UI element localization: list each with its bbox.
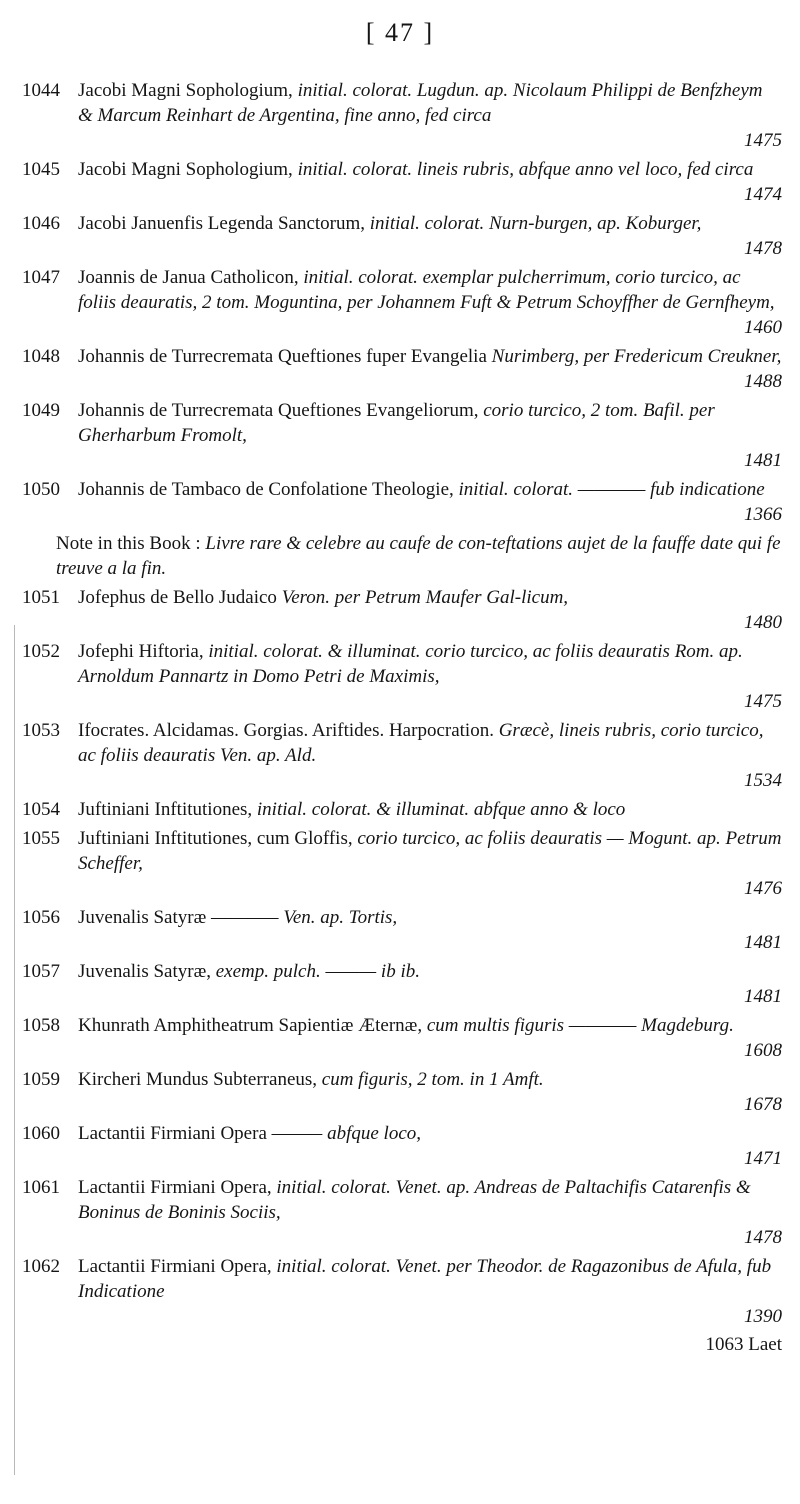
page-number: [ 47 ] [365, 18, 435, 47]
catalog-entry [22, 265, 782, 340]
entry-number: 1059 [22, 1069, 60, 1090]
entry-number: 1044 [22, 80, 60, 101]
entry-year: 1475 [744, 130, 782, 151]
entry-year: 1481 [744, 450, 782, 471]
entry-title: Juftiniani Inftitutiones, cum Gloffis, [78, 828, 353, 849]
entry-year: 1460 [744, 317, 782, 338]
catalog-entry [22, 1121, 782, 1171]
entry-description: ———— Ven. ap. Tortis, [211, 907, 398, 928]
entry-year: 1481 [744, 986, 782, 1007]
entry-description: Veron. per Petrum Maufer Gal-licum, [281, 587, 569, 608]
catalog-entry [22, 1254, 782, 1329]
entry-year: 1478 [744, 1227, 782, 1248]
entry-year: 1471 [744, 1148, 782, 1169]
entry-description: initial. colorat. lineis rubris, abfque anno vel loco, fed circa [297, 159, 754, 180]
entry-number: 1058 [22, 1015, 60, 1036]
entry-description: cum figuris, 2 tom. in 1 Amft. [321, 1069, 544, 1090]
entry-number: 1047 [22, 267, 60, 288]
entry-year: 1678 [744, 1094, 782, 1115]
catalog-entry [22, 1067, 782, 1117]
entry-number: 1057 [22, 961, 60, 982]
entry-title: Johannis de Turrecremata Queftiones Evangeliorum, [78, 400, 479, 421]
entry-number: 1062 [22, 1256, 60, 1277]
entry-description: initial. colorat. Nurn-burgen, ap. Koburger, [369, 213, 702, 234]
entry-year: 1534 [744, 770, 782, 791]
entry-title: Lactantii Firmiani Opera, [78, 1256, 272, 1277]
entry-title: Johannis de Turrecremata Queftiones fuper Evangelia [78, 346, 487, 367]
catalog-entry [22, 905, 782, 955]
entry-number: 1055 [22, 828, 60, 849]
catalog-entry [22, 826, 782, 901]
entry-title: Lactantii Firmiani Opera [78, 1123, 267, 1144]
entry-description: initial. colorat. Venet. ap. Andreas de Paltachifis Catarenfis & Boninus de Boninis Sociis, [78, 1177, 751, 1223]
entry-number: 1045 [22, 159, 60, 180]
note-label: Note in this Book : [56, 533, 201, 554]
entry-number: 1061 [22, 1177, 60, 1198]
entry-title: Ifocrates. Alcidamas. Gorgias. Ariftides. Harpocration. [78, 720, 494, 741]
catalog-list [22, 78, 782, 1357]
margin-rule [14, 625, 15, 1475]
entry-year: 1478 [744, 238, 782, 259]
entry-description: Græcè, lineis rubris, corio turcico, ac foliis deauratis Ven. ap. Ald. [78, 720, 764, 766]
entry-description: initial. colorat. exemplar pulcherrimum, corio turcico, ac foliis deauratis, 2 tom. Moguntina, per Johannem Fuft & Petrum Schoyffher de Gernfheym, [78, 267, 775, 313]
catalog-entry [22, 718, 782, 793]
catalog-entry [22, 959, 782, 1009]
entry-title: Kircheri Mundus Subterraneus, [78, 1069, 318, 1090]
entry-year: 1488 [744, 371, 782, 392]
entry-title: Jacobi Magni Sophologium, [78, 159, 293, 180]
entry-description: Nurimberg, per Fredericum Creukner, [491, 346, 782, 367]
entry-description: initial. colorat. ———— fub indicatione [458, 479, 765, 500]
entry-description: corio turcico, 2 tom. Bafil. per Gherharbum Fromolt, [78, 400, 715, 446]
catalog-entry [22, 1013, 782, 1063]
catalog-entry [22, 797, 782, 822]
entry-year: 1481 [744, 932, 782, 953]
catalog-entry [22, 477, 782, 527]
entry-title: Jofephus de Bello Judaico [78, 587, 277, 608]
entry-title: Jacobi Januenfis Legenda Sanctorum, [78, 213, 366, 234]
entry-year: 1608 [744, 1040, 782, 1061]
entry-title: Lactantii Firmiani Opera, [78, 1177, 272, 1198]
entry-description: initial. colorat. & illuminat. abfque anno & loco [256, 799, 626, 820]
entry-description: initial. colorat. & illuminat. corio turcico, ac foliis deauratis Rom. ap. Arnoldum Pannartz in Domo Petri de Maximis, [78, 641, 743, 687]
catalog-entry [22, 639, 782, 714]
entry-title: Juftiniani Inftitutiones, [78, 799, 253, 820]
entry-title: Khunrath Amphitheatrum Sapientiæ Æternæ, [78, 1015, 423, 1036]
entry-number: 1054 [22, 799, 60, 820]
entry-title: Jofephi Hiftoria, [78, 641, 204, 662]
entry-description: corio turcico, ac foliis deauratis — Mogunt. ap. Petrum Scheffer, [78, 828, 782, 874]
entry-number: 1050 [22, 479, 60, 500]
entry-year: 1475 [744, 691, 782, 712]
entry-number: 1051 [22, 587, 60, 608]
entry-number: 1048 [22, 346, 60, 367]
entry-year: 1366 [744, 504, 782, 525]
catchword: 1063 Laet [705, 1334, 782, 1355]
entry-number: 1056 [22, 907, 60, 928]
entry-year: 1474 [744, 184, 782, 205]
catalog-entry [22, 157, 782, 207]
catalog-entry [22, 1175, 782, 1250]
catalog-entry [22, 78, 782, 153]
entry-title: Juvenalis Satyræ, [78, 961, 211, 982]
entry-title: Jacobi Magni Sophologium, [78, 80, 293, 101]
catalog-entry [22, 344, 782, 394]
entry-year: 1476 [744, 878, 782, 899]
catalog-entry [22, 585, 782, 635]
entry-title: Joannis de Janua Catholicon, [78, 267, 299, 288]
entry-number: 1049 [22, 400, 60, 421]
entry-number: 1046 [22, 213, 60, 234]
entry-title: Juvenalis Satyræ [78, 907, 207, 928]
entry-title: Johannis de Tambaco de Confolatione Theologie, [78, 479, 454, 500]
entry-description: initial. colorat. Venet. per Theodor. de Ragazonibus de Afula, fub Indicatione [78, 1256, 772, 1302]
entry-number: 1053 [22, 720, 60, 741]
book-note [22, 531, 782, 581]
catalog-entry [22, 211, 782, 261]
entry-description: initial. colorat. Lugdun. ap. Nicolaum Philippi de Benfzheym & Marcum Reinhart de Argentina, fine anno, fed circa [78, 80, 763, 126]
entry-year: 1390 [744, 1306, 782, 1327]
entry-number: 1052 [22, 641, 60, 662]
entry-number: 1060 [22, 1123, 60, 1144]
catalog-entry [22, 398, 782, 473]
entry-description: exemp. pulch. ——— ib ib. [215, 961, 420, 982]
note-text: Livre rare & celebre au caufe de con-teftations aujet de la fauffe date qui fe treuve a la fin. [56, 533, 781, 579]
entry-description: ——— abfque loco, [271, 1123, 421, 1144]
entry-description: cum multis figuris ———— Magdeburg. [426, 1015, 734, 1036]
entry-year: 1480 [744, 612, 782, 633]
